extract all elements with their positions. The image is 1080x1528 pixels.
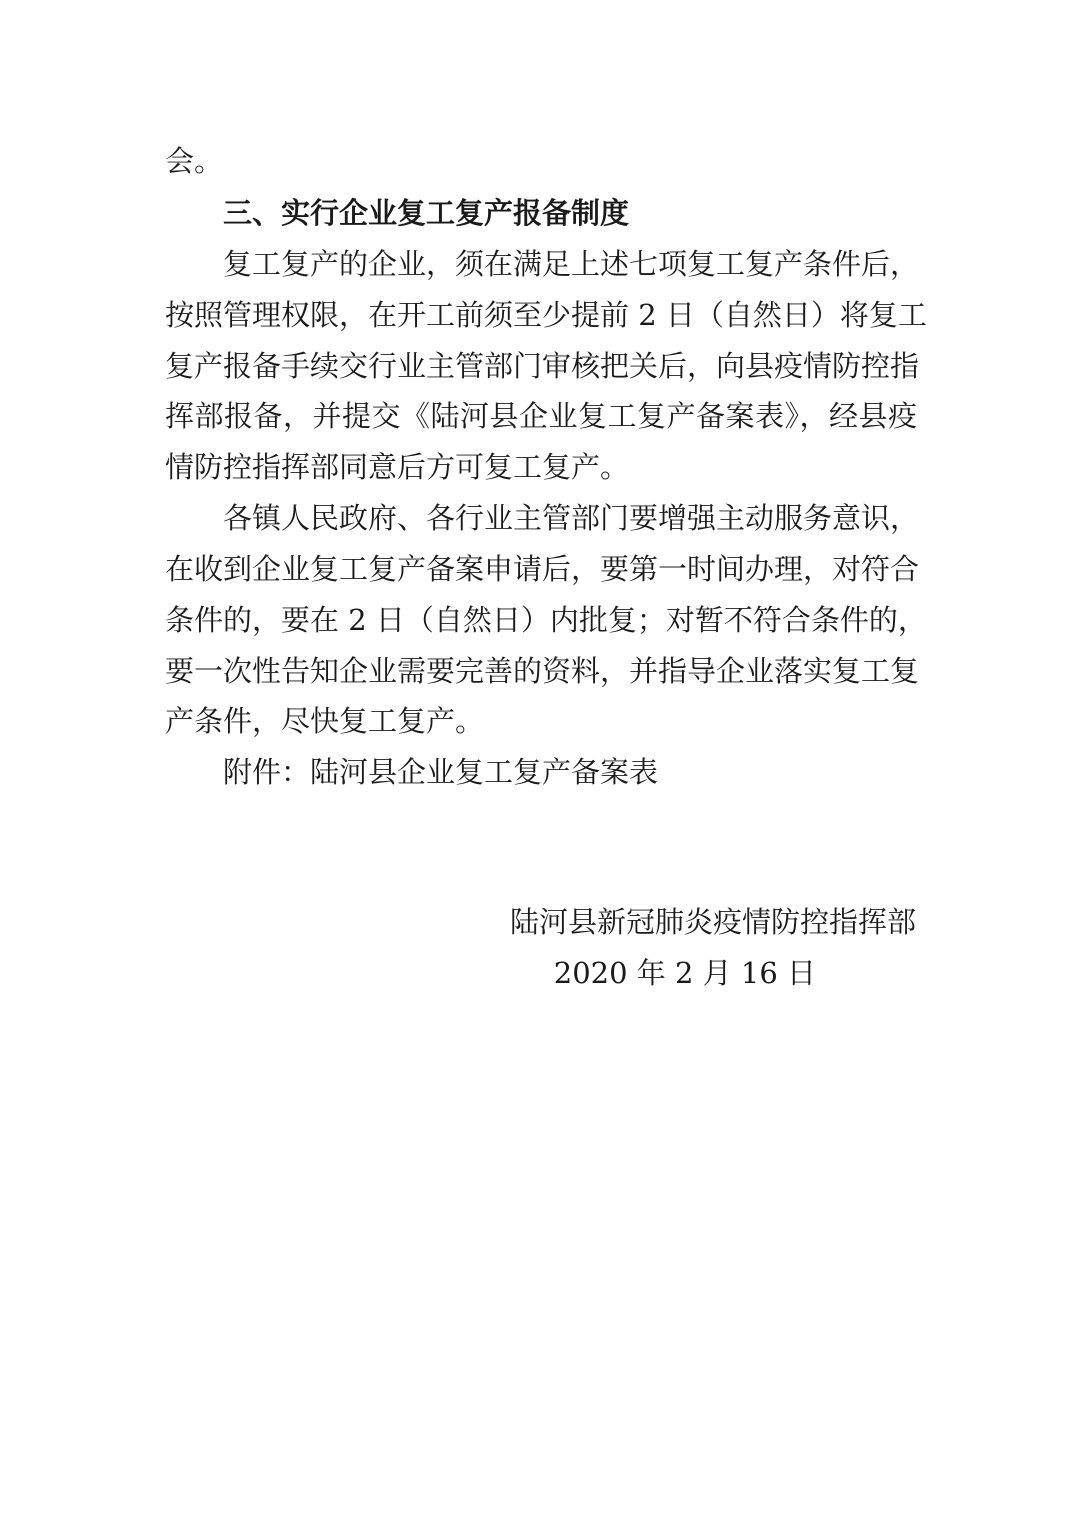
paragraph1-line: 复工复产的企业，须在满足上述七项复工复产条件后， [223, 247, 920, 281]
paragraph2-line: 在收到企业复工复产备案申请后，要第一时间办理，对符合 [165, 552, 920, 586]
paragraph2-line: 要一次性告知企业需要完善的资料，并指导企业落实复工复 [165, 654, 920, 688]
intro-tail-text: 会。 [165, 144, 224, 178]
paragraph2-line: 各镇人民政府、各行业主管部门要增强主动服务意识， [223, 501, 920, 535]
section-heading: 三、实行企业复工复产报备制度 [223, 196, 630, 230]
signature-organization: 陆河县新冠肺炎疫情防控指挥部 [509, 905, 916, 939]
paragraph1-line: 复产报备手续交行业主管部门审核把关后，向县疫情防控指 [165, 349, 920, 383]
paragraph1-line: 情防控指挥部同意后方可复工复产。 [165, 450, 630, 484]
paragraph2-line: 条件的，要在 2 日（自然日）内批复；对暂不符合条件的， [165, 603, 927, 637]
paragraph1-line: 按照管理权限，在开工前须至少提前 2 日（自然日）将复工 [165, 298, 927, 332]
paragraph2-line: 产条件，尽快复工复产。 [165, 704, 485, 738]
paragraph1-line: 挥部报备，并提交《陆河县企业复工复产备案表》，经县疫 [165, 399, 917, 433]
attachment-note: 附件：陆河县企业复工复产备案表 [223, 755, 659, 789]
signature-date: 2020 年 2 月 16 日 [553, 956, 816, 990]
